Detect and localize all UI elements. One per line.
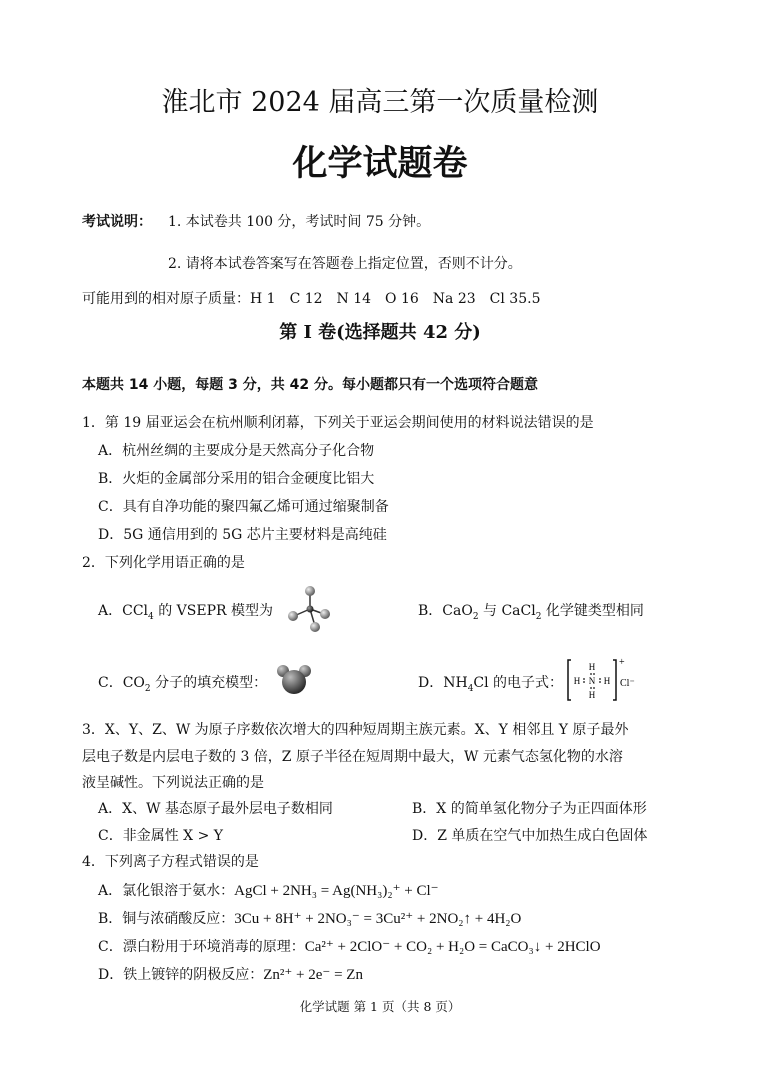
q2-b-sub2: 2 <box>535 611 542 622</box>
atomic-masses: 可能用到的相对原子质量：H 1 C 12 N 14 O 16 Na 23 Cl 35.5 <box>82 291 541 307</box>
q4-b-equation: 3Cu + 8H⁺ + 2NO₃⁻ = 3Cu²⁺ + 2NO₂↑ + 4H₂O <box>234 911 522 927</box>
q4-option-a <box>98 881 439 901</box>
lewis-cl: Cl⁻ <box>620 678 635 689</box>
q2-c-sub: 2 <box>144 683 151 694</box>
lewis-h-left: H <box>573 676 581 686</box>
q4-a-equation: AgCl + 2NH₃ = Ag(NH₃)₂⁺ + Cl⁻ <box>234 883 439 899</box>
q2-d-sub: 4 <box>467 683 474 694</box>
q2-d-pre: D．NH <box>418 675 468 691</box>
q2-c-pre: C．CO <box>98 675 145 691</box>
q2-b-pre: B．CaO <box>418 603 473 619</box>
exam-title: 淮北市 2024 届高三第一次质量检测 <box>161 87 599 118</box>
q2-stem: 2．下列化学用语正确的是 <box>82 555 245 571</box>
q4-stem: 4．下列离子方程式错误的是 <box>82 854 259 870</box>
lewis-n: N <box>588 676 596 686</box>
q2-b-mid: 与 CaCl <box>478 603 536 619</box>
paper-title: 化学试题卷 <box>292 143 468 184</box>
lewis-h-bottom: H <box>588 690 596 700</box>
q2-option-b <box>418 601 644 627</box>
q4-c-equation: Ca²⁺ + 2ClO⁻ + CO₂ + H₂O = CaCO₃↓ + 2HClO <box>304 939 601 955</box>
note-item-2: 2. 请将本试卷答案写在答题卷上指定位置，否则不计分。 <box>168 256 522 272</box>
q2-d-post: Cl 的电子式： <box>473 675 564 691</box>
q2-b-post: 化学键类型相同 <box>541 603 644 619</box>
q3-option-a: A．X、W 基态原子最外层电子数相同 <box>98 801 333 817</box>
q1-stem: 1．第 19 届亚运会在杭州顺利闭幕，下列关于亚运会期间使用的材料说法错误的是 <box>82 415 594 431</box>
q2-option-c <box>98 673 267 699</box>
q4-option-b <box>98 909 521 929</box>
nh4cl-electron-formula-icon <box>566 656 638 704</box>
q3-line-2: 层电子数是内层电子数的 3 倍，Z 原子半径在短周期中最大，W 元素气态氢化物的水溶 <box>82 749 623 765</box>
section-title: 第 I 卷(选择题共 42 分) <box>279 322 481 343</box>
q2-c-post: 分子的填充模型： <box>150 675 268 691</box>
page-footer: 化学试题 第 1 页（共 8 页） <box>299 999 461 1014</box>
section-instructions: 本题共 14 小题，每题 3 分，共 42 分。每小题都只有一个选项符合题意 <box>82 377 538 393</box>
lewis-h-right: H <box>603 676 611 686</box>
q4-b-label: B．铜与浓硝酸反应： <box>98 911 235 927</box>
q3-option-d: D．Z 单质在空气中加热生成白色固体 <box>412 828 648 844</box>
q4-option-d <box>98 965 363 985</box>
q2-b-sub1: 2 <box>472 611 479 622</box>
q4-c-label: C．漂白粉用于环境消毒的原理： <box>98 939 305 955</box>
q1-option-a: A．杭州丝绸的主要成分是天然高分子化合物 <box>98 443 375 459</box>
q4-d-label: D．铁上镀锌的阴极反应： <box>98 967 264 983</box>
q2-a-pre: A．CCl <box>98 603 149 619</box>
q1-option-c: C．具有自净功能的聚四氟乙烯可通过缩聚制备 <box>98 499 389 515</box>
q3-line-1: 3．X、Y、Z、W 为原子序数依次增大的四种短周期主族元素。X、Y 相邻且 Y 原子最外 <box>82 722 629 738</box>
q4-option-c <box>98 937 601 957</box>
q2-option-a <box>98 601 273 627</box>
q3-option-c: C．非金属性 X > Y <box>98 828 224 844</box>
ccl4-vsepr-model-icon <box>282 584 332 636</box>
q2-a-sub: 4 <box>148 611 154 622</box>
q2-a-post: 的 VSEPR 模型为 <box>153 603 273 619</box>
notes-label: 考试说明： <box>82 214 152 230</box>
q4-a-label: A．氯化银溶于氨水： <box>98 883 235 899</box>
lewis-plus: + <box>619 657 625 668</box>
co2-space-filling-model-icon <box>274 660 314 698</box>
q4-d-equation: Zn²⁺ + 2e⁻ = Zn <box>263 967 363 983</box>
note-item-1: 1. 本试卷共 100 分，考试时间 75 分钟。 <box>168 214 431 230</box>
lewis-h-top: H <box>588 662 596 672</box>
q1-option-b: B．火炬的金属部分采用的铝合金硬度比铝大 <box>98 471 375 487</box>
q1-option-d: D．5G 通信用到的 5G 芯片主要材料是高纯硅 <box>98 527 387 543</box>
q3-option-b: B．X 的简单氢化物分子为正四面体形 <box>412 801 647 817</box>
q3-line-3: 液呈碱性。下列说法正确的是 <box>82 775 264 791</box>
q2-option-d <box>418 673 563 699</box>
